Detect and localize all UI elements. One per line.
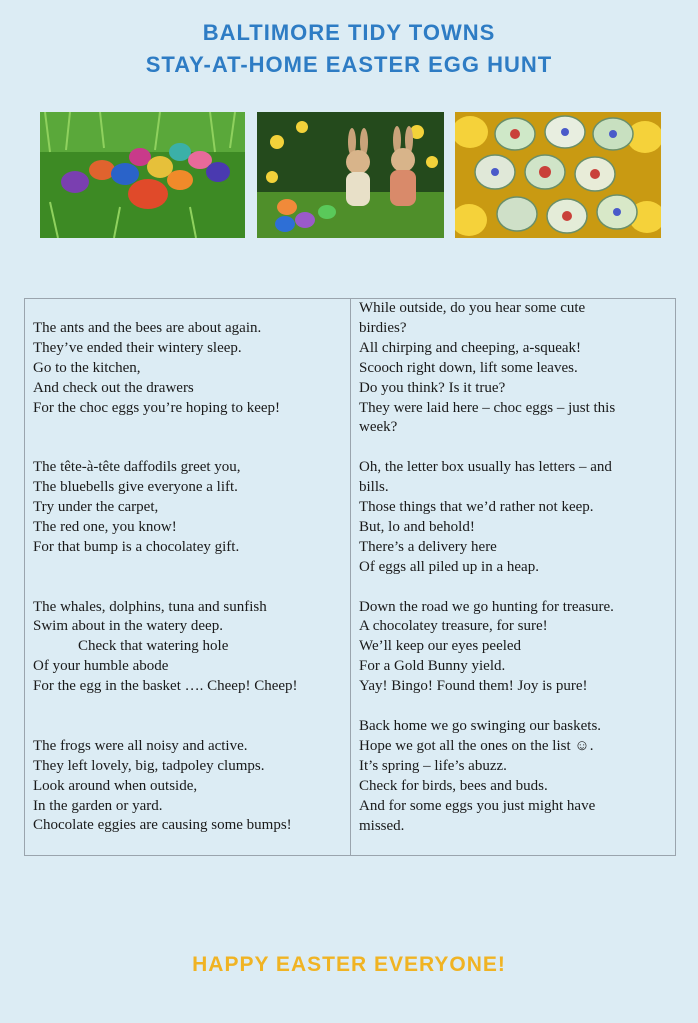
poem-line: The bluebells give everyone a lift. [33,479,238,496]
poem-line: Of eggs all piled up in a heap. [359,558,539,575]
poem-line [359,697,667,717]
poem-line: Down the road we go hunting for treasure. [359,598,614,615]
poem-line: The ants and the bees are about again. [33,319,262,336]
poem-line: And check out the drawers [33,379,194,396]
poem-line: Scooch right down, lift some leaves. [359,359,578,376]
poem-line [33,717,342,737]
poem-line: Of your humble abode [33,658,169,675]
poem-line: week? [359,419,398,436]
poem-line: A chocolatey treasure, for sure! [359,618,548,635]
poem-line: And for some eggs you just might have [359,797,596,814]
poem-line: Do you think? Is it true? [359,379,506,396]
poem-line: Try under the carpet, [33,499,159,516]
poem-line [33,558,342,578]
poem-line: Hope we got all the ones on the list ☺. [359,737,594,754]
poem-line: Those things that we’d rather not keep. [359,499,594,516]
poem-line: The red one, you know! [33,518,177,535]
poem-line: In the garden or yard. [33,797,163,814]
poem-line: They’ve ended their wintery sleep. [33,339,242,356]
poem-line [33,438,342,458]
poem-column-left [25,299,351,855]
poem-line: Swim about in the watery deep. [33,618,223,635]
poem-line: Check for birds, bees and buds. [359,777,548,794]
photo-eggs-in-grass [40,112,245,238]
poem-line [359,438,667,458]
page-title-line1: BALTIMORE TIDY TOWNS [202,20,496,45]
poem-line: Look around when outside, [33,777,198,794]
poem-line: They were laid here – choc eggs – just this [359,399,616,416]
poem-line: missed. [359,817,405,834]
page-title-line2: STAY-AT-HOME EASTER EGG HUNT [145,52,553,77]
poem-line: The tête-à-tête daffodils greet you, [33,459,241,476]
poem-line: For the choc eggs you’re hoping to keep! [33,399,281,416]
poem-line [33,697,342,717]
poem-line [33,418,342,438]
poem-line: Yay! Bingo! Found them! Joy is pure! [359,678,588,695]
poem-line: But, lo and behold! [359,518,475,535]
footer-greeting: HAPPY EASTER EVERYONE! [192,953,506,976]
poem-line: We’ll keep our eyes peeled [359,638,522,655]
poem-line: Check that watering hole [33,638,229,655]
poem-line: For a Gold Bunny yield. [359,658,506,675]
poem-line: birdies? [359,319,407,336]
poem-line: Chocolate eggies are causing some bumps! [33,817,292,834]
photo-painted-eggs [455,112,661,238]
poem-line: There’s a delivery here [359,538,497,555]
poem-line: The whales, dolphins, tuna and sunfish [33,598,267,615]
poem-line: Back home we go swinging our baskets. [359,717,602,734]
poem-line: All chirping and cheeping, a-squeak! [359,339,582,356]
poem-line: For the egg in the basket …. Cheep! Cheep! [33,678,298,695]
poem-line: The frogs were all noisy and active. [33,737,248,754]
poem-line: Go to the kitchen, [33,359,141,376]
poem-line: It’s spring – life’s abuzz. [359,757,507,774]
poem-line: bills. [359,479,389,496]
poem-line: They left lovely, big, tadpoley clumps. [33,757,265,774]
poem-column-right [351,299,675,855]
poem-line: While outside, do you hear some cute [359,300,586,316]
poem-line [359,578,667,598]
poem-line: For that bump is a chocolatey gift. [33,538,240,555]
photo-bunny-figures [257,112,444,238]
poem-table [24,298,676,856]
poem-line [33,578,342,598]
poem-line [33,299,342,319]
poem-line: Oh, the letter box usually has letters – and [359,459,612,476]
